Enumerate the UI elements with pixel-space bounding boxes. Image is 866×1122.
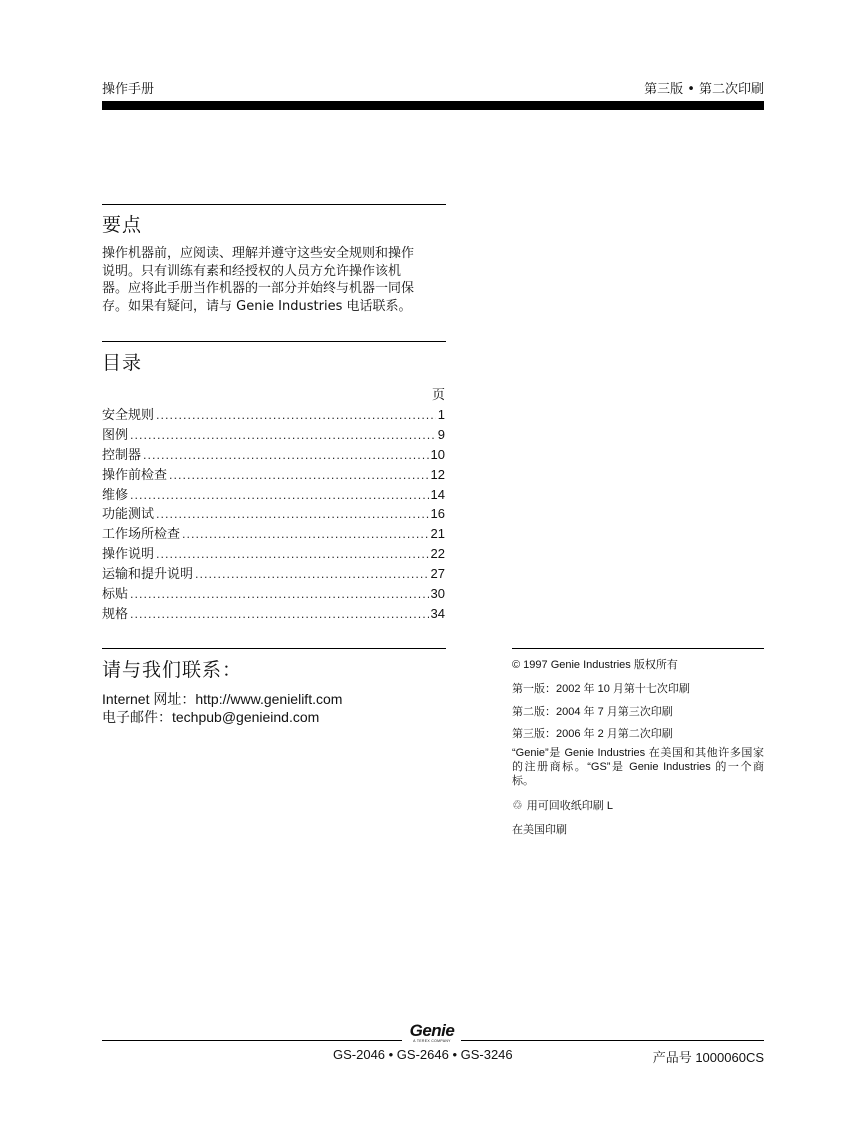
toc-entry-label: 工作场所检查 [102, 527, 181, 543]
recycle-icon: ♲ [512, 798, 523, 812]
printing-history-line: 第二版：2004 年 7 月第三次印刷 [512, 706, 673, 718]
important-text [102, 245, 446, 315]
toc-entry-label: 控制器 [102, 447, 142, 463]
toc-leader [169, 469, 429, 482]
footer-part-number: 产品号 1000060CS [652, 1050, 764, 1065]
printing-history-line: 第三版：2006 年 2 月第二次印刷 [512, 728, 673, 740]
contact-info [102, 690, 342, 726]
toc-leader [130, 429, 436, 442]
toc-leader [156, 409, 436, 422]
recycled-paper-note [512, 797, 613, 813]
toc-entry[interactable] [102, 523, 445, 543]
genie-logo-tagline: A TEREX COMPANY [413, 1039, 451, 1043]
toc-page-label: 页 [431, 388, 445, 403]
toc-entry[interactable] [102, 484, 445, 504]
section-divider [102, 341, 446, 342]
important-heading: 要点 [102, 214, 143, 236]
footer-model-numbers: GS-2046 • GS-2646 • GS-3246 [333, 1047, 513, 1062]
important-line: 操作机器前，应阅读、理解并遵守这些安全规则和操作 [102, 246, 415, 261]
toc-leader [130, 588, 429, 601]
toc-entry-page: 27 [430, 566, 445, 582]
toc-entry-page: 9 [437, 426, 445, 442]
email-link[interactable]: 电子邮件：techpub@genieind.com [102, 709, 320, 725]
toc-entry-label: 功能测试 [102, 507, 155, 523]
copyright-notice: © 1997 Genie Industries 版权所有 [512, 659, 678, 671]
toc-entry[interactable] [102, 424, 445, 444]
section-divider [102, 648, 446, 649]
toc-entry-label: 维修 [102, 487, 129, 503]
contact-heading: 请与我们联系： [102, 659, 243, 681]
toc-leader [182, 528, 429, 541]
printing-history-line: 第一版：2002 年 10 月第十七次印刷 [512, 683, 690, 695]
internet-link[interactable]: Internet 网址：http://www.genielift.com [102, 691, 343, 707]
toc-leader [195, 568, 429, 581]
toc-entry[interactable] [102, 404, 445, 424]
toc-entry-label: 运输和提升说明 [102, 567, 194, 583]
header-manual-title: 操作手册 [102, 82, 155, 97]
toc-leader [143, 449, 429, 462]
toc-entry-label: 标贴 [102, 587, 129, 603]
toc-entry-label: 规格 [102, 606, 129, 622]
trademark-notice: “Genie”是 Genie Industries 在美国和其他许多国家的注册商标。“GS”是 Genie Industries 的一个商标。 [512, 747, 764, 787]
toc-entry[interactable] [102, 543, 445, 563]
toc-entry[interactable] [102, 444, 445, 464]
toc-entry-label: 操作说明 [102, 547, 155, 563]
footer-rule [461, 1040, 764, 1041]
toc-entry-page: 30 [430, 586, 445, 602]
copyright-divider [512, 648, 764, 649]
important-line: 存。如果有疑问，请与 Genie Industries 电话联系。 [102, 298, 412, 314]
toc-entry-page: 14 [430, 486, 445, 502]
toc-entry[interactable] [102, 583, 445, 603]
contents-heading: 目录 [102, 352, 143, 374]
toc-entry-label: 操作前检查 [102, 467, 168, 483]
header-bar [102, 101, 764, 110]
toc-entry[interactable] [102, 603, 445, 623]
header-edition: 第三版 • 第二次印刷 [644, 82, 764, 97]
toc-entry[interactable] [102, 464, 445, 484]
toc-entry-label: 安全规则 [102, 408, 155, 423]
genie-logo [403, 1023, 461, 1043]
toc-entry-page: 16 [430, 506, 445, 522]
toc-entry[interactable] [102, 563, 445, 583]
toc-entry-page: 12 [430, 466, 445, 482]
toc-entry-page: 10 [430, 446, 445, 462]
important-line: 说明。只有训练有素和经授权的人员方允许操作该机 [102, 263, 402, 279]
recycled-paper-text: 用可回收纸印刷 L [526, 800, 613, 812]
toc-entry-page: 1 [437, 407, 445, 422]
toc-entry-page: 34 [430, 605, 445, 621]
toc-entry-page: 22 [430, 546, 445, 562]
toc-leader [156, 548, 429, 561]
section-divider [102, 204, 446, 205]
toc-leader [130, 608, 429, 621]
toc-leader [130, 489, 429, 502]
toc-leader [156, 508, 429, 521]
toc-entry-label: 图例 [102, 427, 129, 443]
footer-rule [102, 1040, 402, 1041]
toc-entry[interactable] [102, 503, 445, 523]
printed-in-note: 在美国印刷 [512, 824, 567, 836]
genie-logo-word: Genie [409, 1021, 455, 1040]
table-of-contents [102, 404, 445, 623]
important-line: 器。应将此手册当作机器的一部分并始终与机器一同保 [102, 281, 415, 296]
toc-entry-page: 21 [430, 526, 445, 542]
